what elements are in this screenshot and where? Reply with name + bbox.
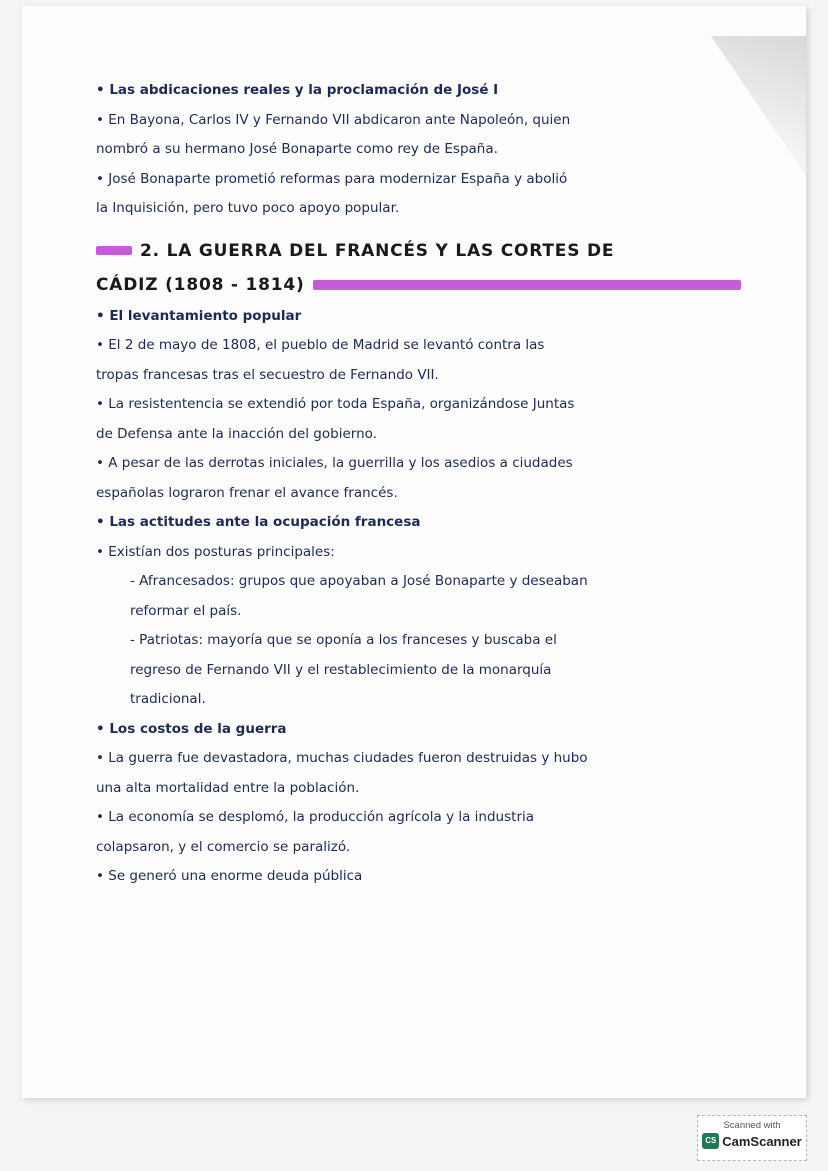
note-line: de Defensa ante la inacción del gobierno. bbox=[96, 425, 377, 442]
camscanner-name: CamScanner bbox=[722, 1133, 802, 1149]
section-heading-line1: 2. LA GUERRA DEL FRANCÉS Y LAS CORTES DE bbox=[140, 240, 615, 261]
section-heading-line2: CÁDIZ (1808 - 1814) bbox=[96, 274, 305, 295]
note-subheading: • Los costos de la guerra bbox=[96, 720, 287, 737]
camscanner-logo-icon: CS bbox=[702, 1133, 719, 1149]
note-line: • A pesar de las derrotas iniciales, la guerrilla y los asedios a ciudades bbox=[96, 455, 573, 471]
note-line: - Afrancesados: grupos que apoyaban a José Bonaparte y deseaban bbox=[130, 573, 588, 589]
notes-content bbox=[96, 76, 756, 892]
note-line: • El 2 de mayo de 1808, el pueblo de Madrid se levantó contra las bbox=[96, 337, 545, 353]
note-subheading: • Las actitudes ante la ocupación francesa bbox=[96, 514, 421, 530]
intro-section bbox=[96, 76, 756, 224]
note-line: • Se generó una enorme deuda pública bbox=[96, 868, 363, 884]
note-line: colapsaron, y el comercio se paralizó. bbox=[96, 838, 351, 855]
note-line: • La resistentencia se extendió por toda España, organizándose Juntas bbox=[96, 396, 575, 412]
note-line: • En Bayona, Carlos IV y Fernando VII abdicaron ante Napoleón, quien bbox=[96, 111, 571, 128]
note-subheading: • Las abdicaciones reales y la proclamación de José I bbox=[96, 82, 499, 98]
scanned-with-label: Scanned with bbox=[723, 1120, 781, 1131]
note-line: la Inquisición, pero tuvo poco apoyo popular. bbox=[96, 200, 400, 216]
section-body bbox=[96, 302, 756, 892]
note-line: • José Bonaparte prometió reformas para modernizar España y abolió bbox=[96, 170, 568, 187]
section-heading bbox=[96, 234, 756, 268]
note-line: nombró a su hermano José Bonaparte como rey de España. bbox=[96, 141, 498, 157]
note-line: • La economía se desplomó, la producción agrícola y la industria bbox=[96, 809, 535, 825]
note-line: regreso de Fernando VII y el restablecimiento de la monarquía bbox=[130, 661, 552, 678]
note-line: - Patriotas: mayoría que se oponía a los franceses y buscaba el bbox=[130, 632, 557, 648]
note-line: tropas francesas tras el secuestro de Fernando VII. bbox=[96, 366, 439, 383]
note-line: • La guerra fue devastadora, muchas ciudades fueron destruidas y hubo bbox=[96, 750, 588, 766]
camscanner-brand bbox=[698, 1133, 806, 1149]
note-subheading: • El levantamiento popular bbox=[96, 307, 302, 324]
highlight-underline bbox=[313, 280, 741, 290]
highlight-mark bbox=[96, 246, 132, 255]
note-line: españolas lograron frenar el avance francés. bbox=[96, 484, 398, 501]
note-line: reformar el país. bbox=[130, 602, 242, 619]
note-line: una alta mortalidad entre la población. bbox=[96, 779, 360, 796]
note-line: • Existían dos posturas principales: bbox=[96, 543, 335, 560]
camscanner-watermark bbox=[697, 1115, 807, 1161]
note-line: tradicional. bbox=[130, 691, 206, 707]
section-heading-continued bbox=[96, 268, 756, 302]
